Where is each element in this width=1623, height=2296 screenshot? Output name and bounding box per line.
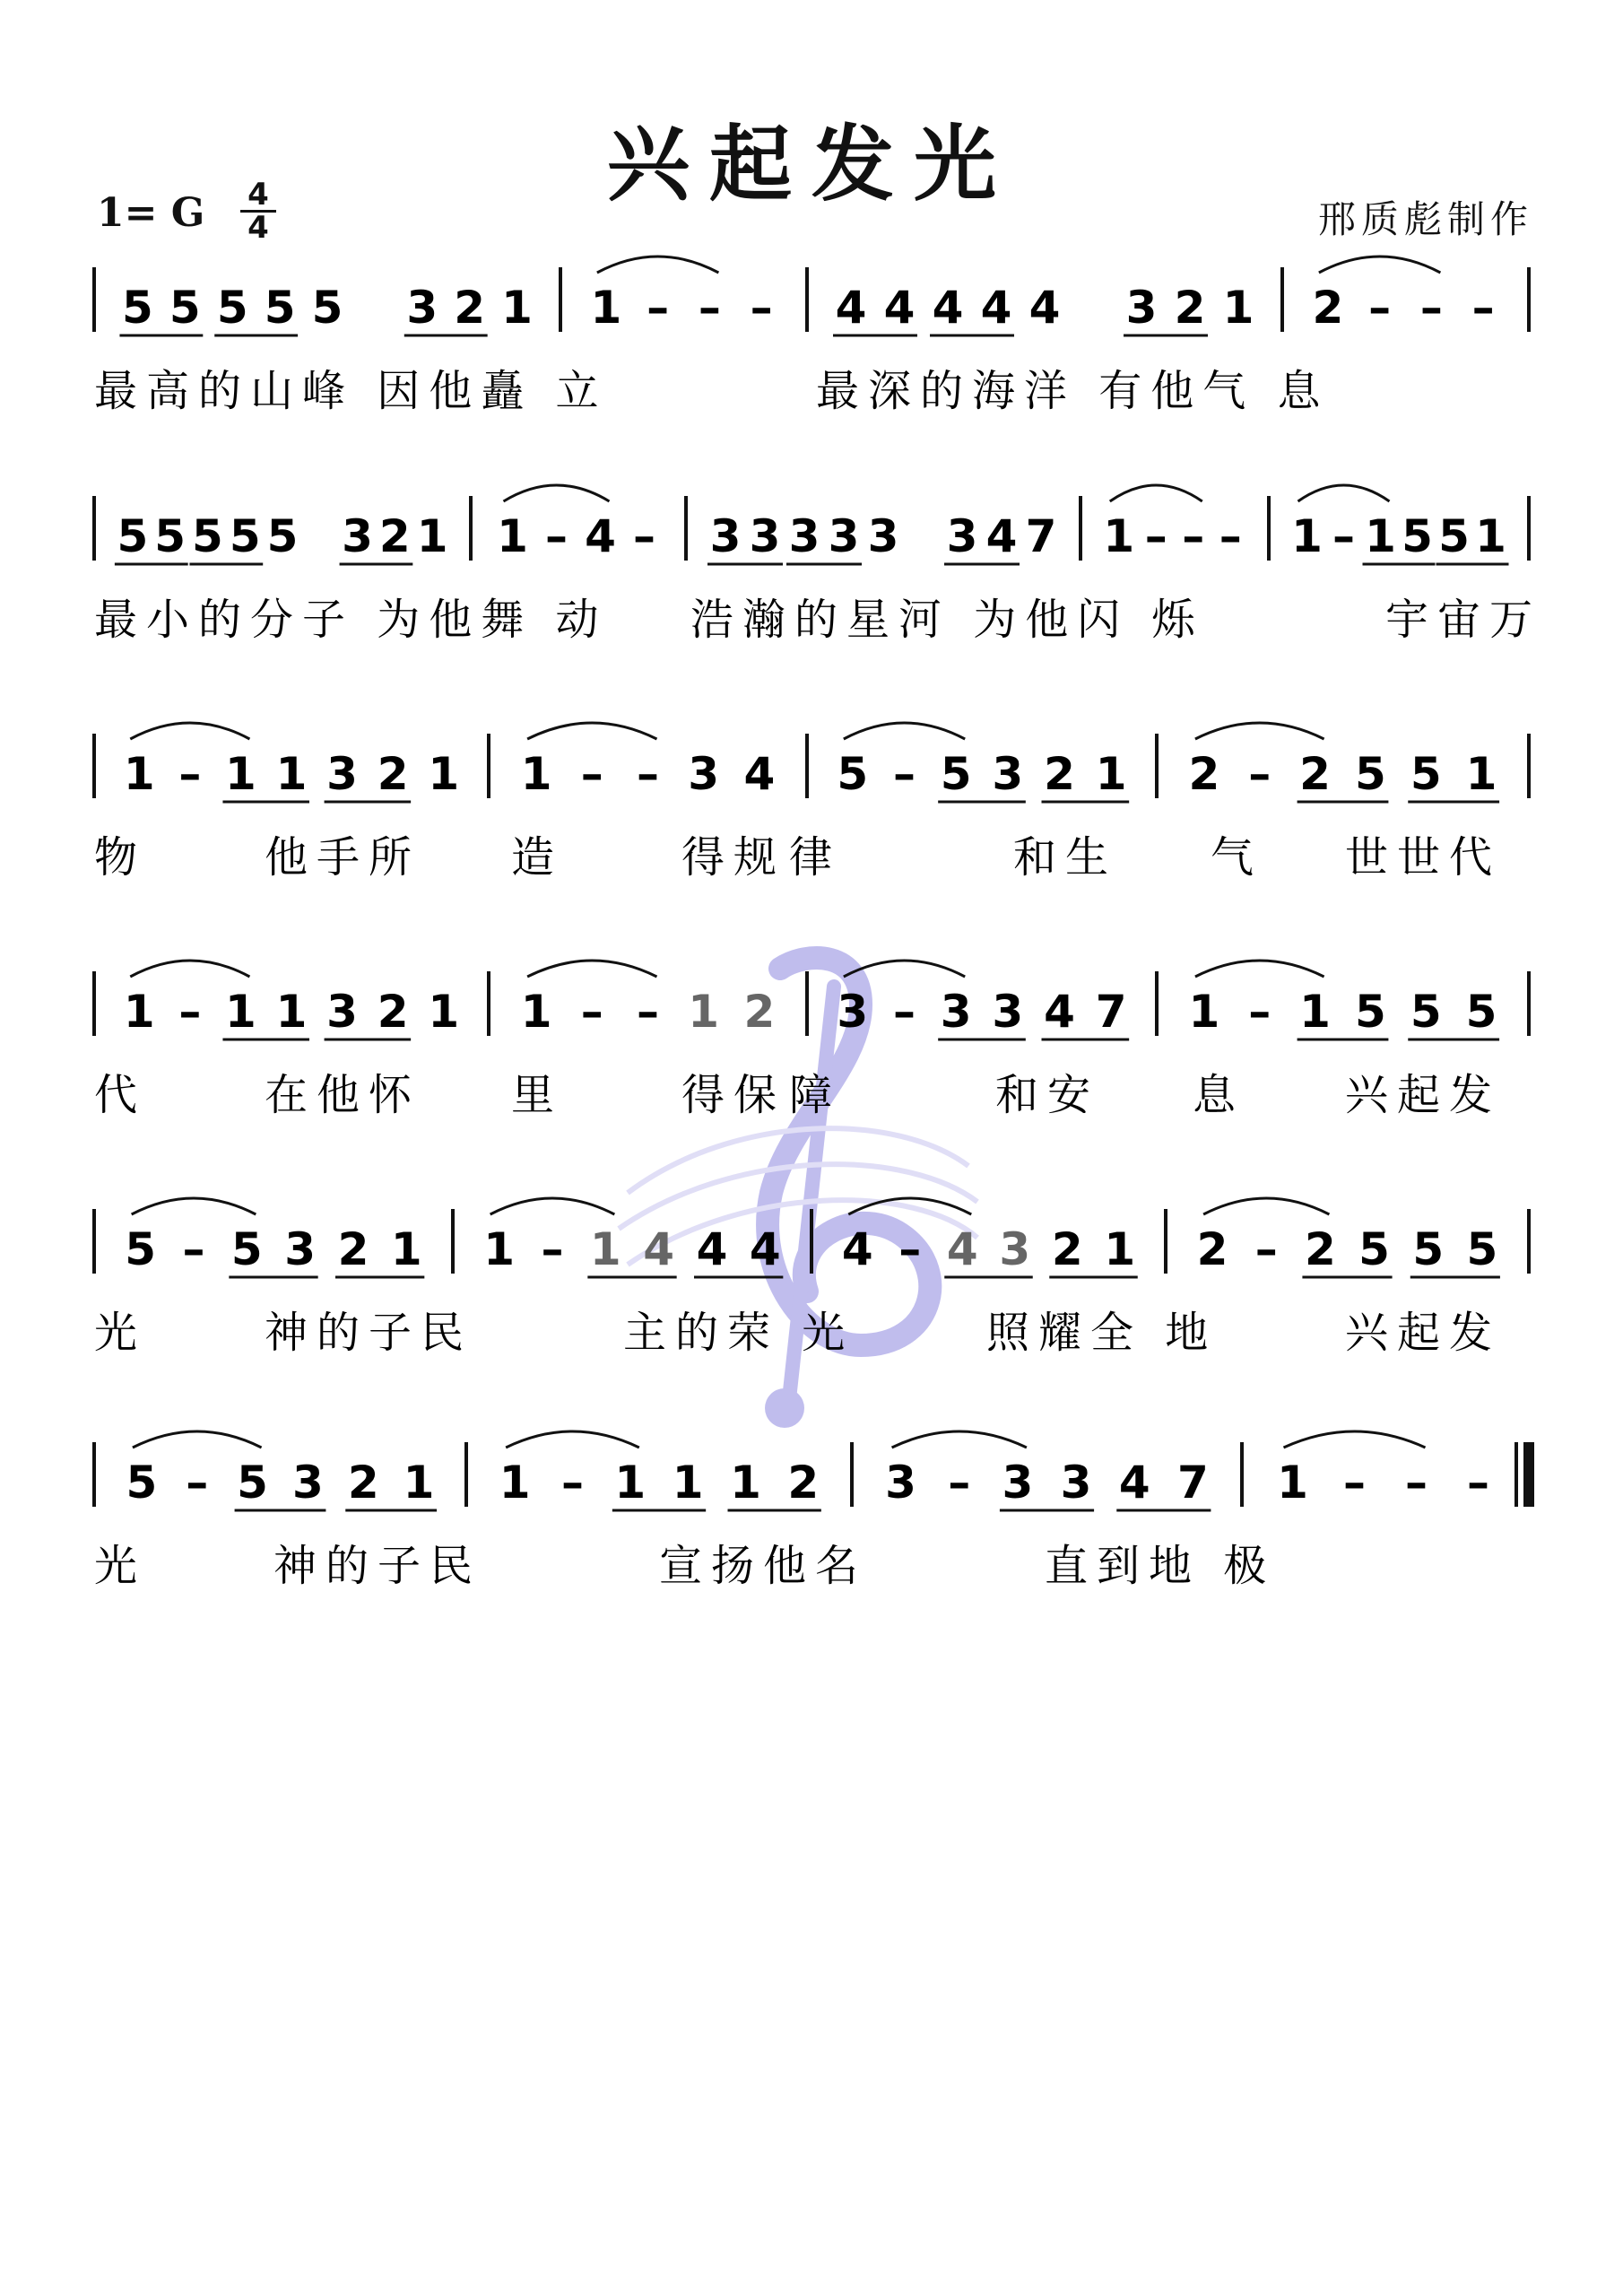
note: 5 (229, 510, 261, 562)
dash-note: – (178, 748, 202, 800)
lyric-segment: 照耀全 地 (986, 1308, 1218, 1358)
note: 1 (428, 748, 460, 800)
note: 1 (590, 282, 622, 334)
lyric-segment: 代 (94, 1070, 147, 1120)
note: 4 (932, 282, 964, 334)
note: 1 (225, 748, 256, 800)
time-signature-denominator: 4 (247, 210, 269, 246)
note: 1 (1465, 748, 1497, 800)
note: 1 (1103, 510, 1135, 562)
note: 1 (730, 1457, 761, 1509)
note: 4 (980, 282, 1012, 334)
dash-note: – (1419, 282, 1443, 334)
lyric-segment: 光 (94, 1541, 147, 1591)
note: 3 (284, 1223, 317, 1275)
note: 4 (841, 1223, 873, 1275)
tie-arc (1284, 1431, 1426, 1448)
lyric-segment: 和安 (995, 1070, 1100, 1120)
tie-arc (1195, 723, 1324, 739)
note: 3 (749, 510, 781, 562)
dash-note: – (186, 1457, 209, 1509)
dash-note: – (1343, 1457, 1366, 1509)
note: 3 (828, 510, 860, 562)
dash-note: – (1248, 986, 1271, 1038)
tie-arc (844, 723, 965, 739)
note: 3 (1125, 282, 1158, 334)
note: 3 (709, 510, 742, 562)
tie-arc (490, 1198, 615, 1214)
note: 3 (788, 510, 820, 562)
tie-arc (130, 961, 249, 977)
dash-note: – (898, 1223, 922, 1275)
lyric-segment: 最小的分子 为他舞 动 (94, 595, 608, 645)
note: 1 (1365, 510, 1396, 562)
dash-note: – (1182, 510, 1205, 562)
lyric-segment: 得保 (681, 1070, 786, 1120)
note: 4 (749, 1223, 781, 1275)
lyric-segment: 神的子民 (265, 1308, 473, 1358)
note: 5 (1402, 510, 1433, 562)
note: 5 (311, 282, 343, 334)
dash-note: – (750, 282, 773, 334)
lyric-segment: 世世代 (1345, 832, 1502, 883)
note: 5 (1465, 986, 1497, 1038)
dash-note: – (545, 510, 568, 562)
tie-arc (1110, 485, 1202, 501)
note: 7 (1025, 510, 1057, 562)
note: 2 (1188, 748, 1220, 800)
note: 2 (743, 986, 776, 1038)
note: 1 (1104, 1223, 1136, 1275)
note: 2 (337, 1223, 369, 1275)
note: 5 (1412, 1223, 1445, 1275)
time-signature-numerator: 4 (240, 179, 276, 213)
note: 5 (237, 1457, 268, 1509)
tie-arc (1298, 485, 1390, 501)
lyric-segment: 主的荣 光 (623, 1308, 855, 1358)
note: 2 (1174, 282, 1206, 334)
tie-arc (597, 257, 719, 273)
note: 3 (946, 510, 978, 562)
lyric-segment: 律 (789, 832, 842, 883)
dash-note: – (1471, 282, 1495, 334)
dash-note: – (647, 282, 670, 334)
dash-note: – (948, 1457, 971, 1509)
lyric-segment: 直到地 极 (1045, 1541, 1276, 1591)
tie-arc (504, 485, 610, 501)
lyric-segment: 兴起发 (1345, 1308, 1502, 1358)
note: 3 (342, 510, 373, 562)
note: 2 (1044, 748, 1075, 800)
note: 5 (1355, 748, 1386, 800)
note: 1 (520, 748, 552, 800)
note: 3 (867, 510, 899, 562)
note: 3 (999, 1223, 1031, 1275)
tie-arc (527, 723, 656, 739)
note: 1 (1222, 282, 1254, 334)
note: 3 (885, 1457, 916, 1509)
lyric-segment: 在他怀 (265, 1070, 421, 1120)
dash-note: – (893, 748, 916, 800)
lyric-segment: 宇宙万 (1385, 595, 1542, 645)
dash-note: – (637, 748, 659, 800)
note: 5 (837, 748, 869, 800)
lyric-segment: 物 (94, 832, 147, 883)
dash-note: – (633, 510, 655, 562)
note: 1 (672, 1457, 704, 1509)
notation-rows (94, 257, 1541, 1591)
note: 3 (837, 986, 869, 1038)
note: 2 (377, 986, 409, 1038)
note: 1 (123, 986, 155, 1038)
dash-note: – (541, 1223, 564, 1275)
note: 1 (483, 1223, 516, 1275)
lyric-segment: 障 (789, 1070, 842, 1120)
note: 5 (1438, 510, 1470, 562)
lyric-segment: 最高的山峰 因他矗 立 (94, 366, 608, 416)
note: 1 (1475, 510, 1506, 562)
note: 3 (1002, 1457, 1034, 1509)
lyric-segment: 造 (511, 832, 564, 883)
dash-note: – (561, 1457, 584, 1509)
dash-note: – (580, 986, 603, 1038)
arranger-credit: 邢质彪制作 (1317, 197, 1533, 241)
dash-note: – (1248, 748, 1271, 800)
note: 5 (125, 1223, 157, 1275)
note: 5 (1410, 748, 1442, 800)
note: 4 (643, 1223, 675, 1275)
note: 1 (428, 986, 460, 1038)
note: 1 (275, 748, 308, 800)
note: 5 (117, 510, 149, 562)
note: 4 (946, 1223, 978, 1275)
note: 4 (883, 282, 916, 334)
note: 3 (292, 1457, 324, 1509)
dash-note: – (1144, 510, 1167, 562)
lyric-segment: 气 (1211, 832, 1263, 883)
note: 1 (497, 510, 528, 562)
note: 1 (225, 986, 256, 1038)
tie-arc (1319, 257, 1441, 273)
note: 1 (614, 1457, 647, 1509)
note: 1 (520, 986, 552, 1038)
note: 5 (264, 282, 296, 334)
note: 1 (1188, 986, 1220, 1038)
note: 4 (1044, 986, 1075, 1038)
dash-note: – (893, 986, 916, 1038)
tie-arc (133, 1431, 262, 1448)
lyric-segment: 神的子民 (273, 1541, 482, 1591)
note: 5 (1466, 1223, 1498, 1275)
lyric-segment: 兴起发 (1345, 1070, 1502, 1120)
dash-note: – (637, 986, 659, 1038)
note: 1 (275, 986, 308, 1038)
note: 5 (122, 282, 153, 334)
tie-arc (132, 1198, 256, 1214)
lyric-segment: 宣扬他名 (659, 1541, 868, 1591)
dash-note: – (182, 1223, 205, 1275)
tie-arc (1195, 961, 1324, 977)
note: 1 (390, 1223, 422, 1275)
tie-arc (130, 723, 249, 739)
note: 2 (1299, 748, 1331, 800)
note: 1 (1277, 1457, 1308, 1509)
dash-note: – (1405, 1457, 1428, 1509)
note: 5 (1358, 1223, 1390, 1275)
note: 2 (1312, 282, 1344, 334)
note: 5 (1355, 986, 1386, 1038)
note: 5 (230, 1223, 263, 1275)
lyric-segment: 光 (94, 1308, 147, 1358)
lyric-segment: 他手所 (265, 832, 421, 883)
note: 3 (688, 748, 720, 800)
dash-note: – (698, 282, 721, 334)
dash-note: – (1219, 510, 1242, 562)
note: 2 (1051, 1223, 1083, 1275)
note: 2 (1196, 1223, 1228, 1275)
note: 4 (696, 1223, 728, 1275)
tie-arc (527, 961, 656, 977)
note: 4 (1028, 282, 1061, 334)
note: 3 (940, 986, 972, 1038)
note: 1 (501, 282, 533, 334)
note: 1 (1095, 748, 1127, 800)
note: 1 (1299, 986, 1331, 1038)
note: 2 (454, 282, 486, 334)
dash-note: – (1332, 510, 1355, 562)
note: 1 (1291, 510, 1323, 562)
note: 5 (126, 1457, 158, 1509)
lyric-segment: 里 (511, 1070, 564, 1120)
dash-note: – (178, 986, 202, 1038)
dash-note: – (1254, 1223, 1278, 1275)
tie-arc (506, 1431, 639, 1448)
note: 4 (585, 510, 616, 562)
note: 1 (123, 748, 155, 800)
tie-arc (892, 1431, 1027, 1448)
score-title: 兴起发光 (606, 116, 1016, 213)
note: 5 (169, 282, 201, 334)
note: 7 (1095, 986, 1127, 1038)
lyric-segment: 和生 (1013, 832, 1118, 883)
dash-note: – (1467, 1457, 1489, 1509)
key-signature: 1= G (97, 190, 205, 236)
note: 1 (403, 1457, 435, 1509)
tie-arc (1203, 1198, 1329, 1214)
note: 5 (192, 510, 223, 562)
note: 4 (985, 510, 1018, 562)
note: 5 (1410, 986, 1442, 1038)
lyric-segment: 息 (1193, 1070, 1245, 1120)
note: 3 (992, 986, 1024, 1038)
note: 5 (154, 510, 187, 562)
lyric-segment: 得规 (681, 832, 786, 883)
note: 2 (1305, 1223, 1336, 1275)
note: 1 (499, 1457, 531, 1509)
dash-note: – (1368, 282, 1392, 334)
note: 1 (589, 1223, 621, 1275)
note: 4 (1118, 1457, 1150, 1509)
note: 5 (266, 510, 299, 562)
lyric-segment: 浩瀚的星河 为他闪 烁 (690, 595, 1204, 645)
note: 2 (347, 1457, 379, 1509)
note: 3 (406, 282, 438, 334)
note: 3 (326, 748, 358, 800)
note: 4 (835, 282, 867, 334)
note: 3 (1060, 1457, 1092, 1509)
note: 1 (688, 986, 720, 1038)
note: 3 (992, 748, 1024, 800)
note: 2 (378, 510, 411, 562)
note: 5 (940, 748, 972, 800)
dash-note: – (580, 748, 603, 800)
note: 7 (1177, 1457, 1209, 1509)
lyric-segment: 最深的海洋 有他气 息 (816, 366, 1330, 416)
note: 2 (787, 1457, 820, 1509)
note: 3 (326, 986, 358, 1038)
note: 2 (377, 748, 409, 800)
note: 4 (743, 748, 776, 800)
note: 1 (416, 510, 448, 562)
note: 5 (216, 282, 248, 334)
